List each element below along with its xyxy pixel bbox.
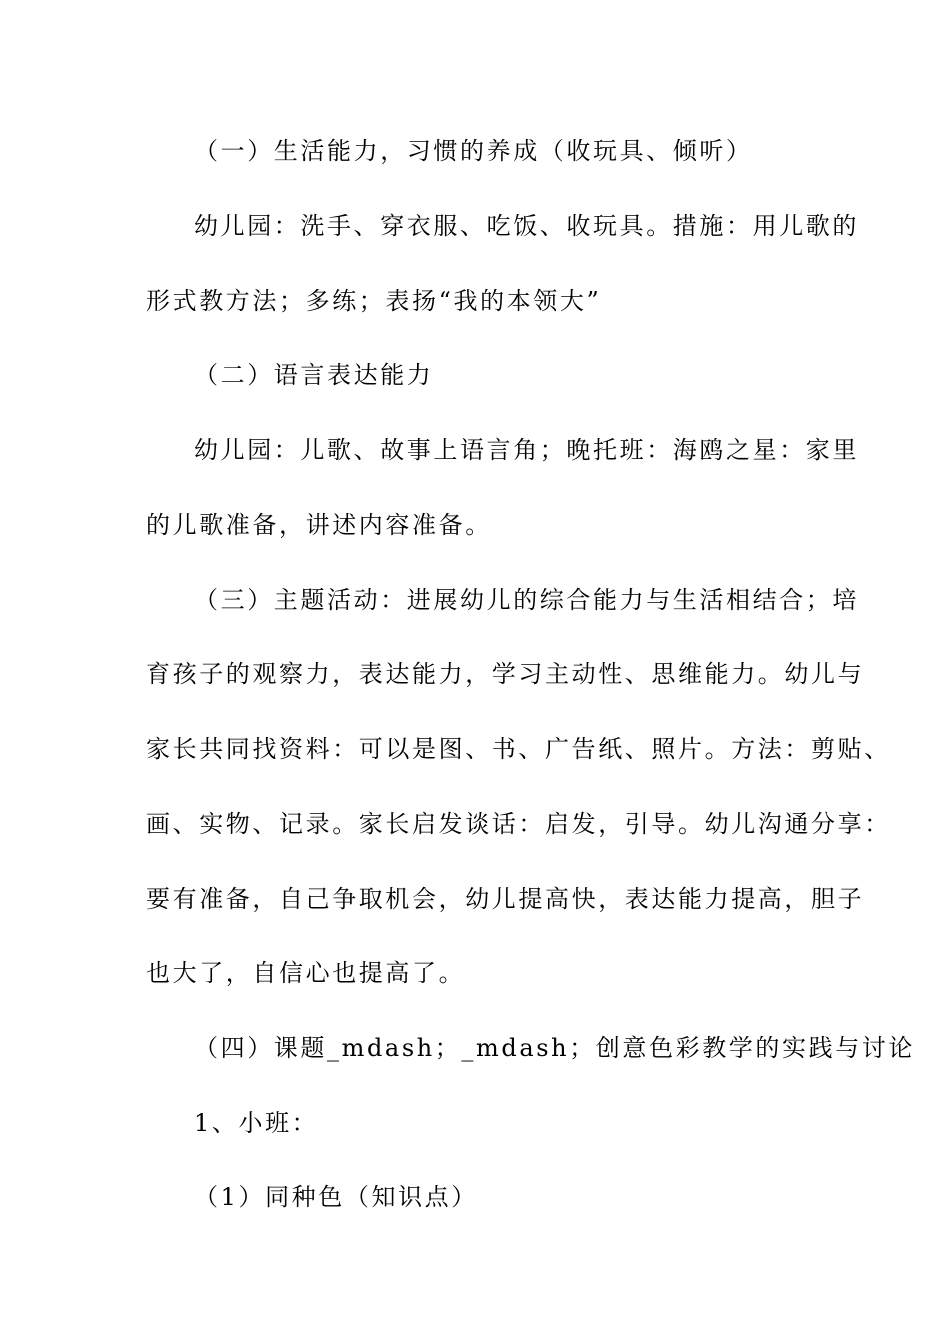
paragraph-line: 幼儿园：儿歌、故事上语言角；晚托班：海鸥之星：家里	[194, 436, 859, 464]
paragraph-line: 要有准备，自己争取机会，幼儿提高快，表达能力提高，胆子	[146, 885, 865, 913]
paragraph-line: 也大了，自信心也提高了。	[146, 959, 466, 987]
paragraph-line: 育孩子的观察力，表达能力，学习主动性、思维能力。幼儿与	[146, 660, 865, 688]
list-item-small-class: 1、小班：	[194, 1109, 319, 1137]
list-item-same-color: （1）同种色（知识点）	[194, 1183, 478, 1211]
paragraph-line: 家长共同找资料：可以是图、书、广告纸、照片。方法：剪贴、	[146, 735, 891, 763]
paragraph-line: 幼儿园：洗手、穿衣服、吃饭、收玩具。措施：用儿歌的	[194, 212, 859, 240]
heading-language-ability: （二）语言表达能力	[194, 361, 434, 389]
heading-theme-activity: （三）主题活动：进展幼儿的综合能力与生活相结合；培	[194, 586, 859, 614]
heading-research-topic: （四）课题_mdash；_mdash；创意色彩教学的实践与讨论	[194, 1034, 916, 1062]
heading-living-ability: （一）生活能力，习惯的养成（收玩具、倾听）	[194, 137, 753, 165]
paragraph-line: 形式教方法；多练；表扬“我的本领大”	[146, 287, 602, 315]
paragraph-line: 的儿歌准备，讲述内容准备。	[146, 511, 492, 539]
paragraph-line: 画、实物、记录。家长启发谈话：启发，引导。幼儿沟通分享：	[146, 810, 891, 838]
